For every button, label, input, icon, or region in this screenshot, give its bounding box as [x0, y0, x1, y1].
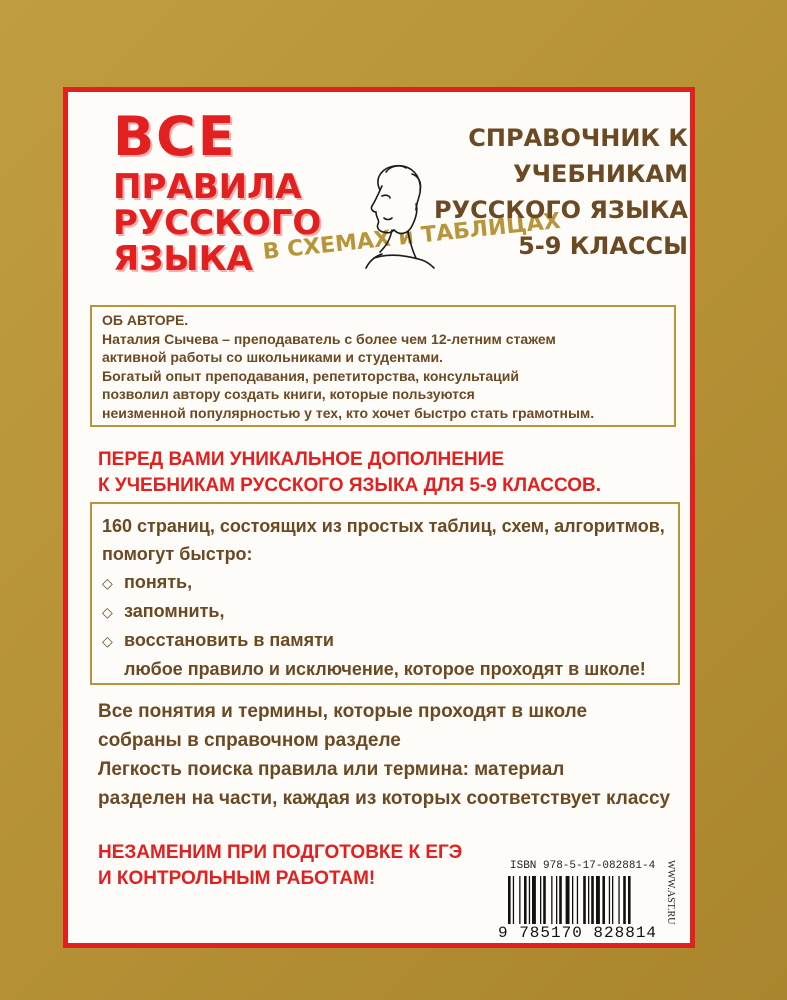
terms-line: собраны в справочном разделе	[98, 730, 401, 751]
unique-line-2: К УЧЕБНИКАМ РУССКОГО ЯЗЫКА ДЛЯ 5-9 КЛАССОВ.	[98, 475, 602, 496]
terms-line: разделен на части, каждая из которых соответствует классу	[98, 788, 671, 809]
features-outro: любое правило и исключение, которое проходят в школе!	[124, 659, 646, 679]
publisher-website: WWW.AST.RU	[665, 860, 676, 925]
unique-line-1: ПЕРЕД ВАМИ УНИКАЛЬНОЕ ДОПОЛНЕНИЕ	[98, 449, 504, 470]
feature-bullet-item: ◇ понять,	[102, 568, 668, 597]
exam-line-1: НЕЗАМЕНИМ ПРИ ПОДГОТОВКЕ К ЕГЭ	[98, 842, 463, 863]
title-line-language: ЯЗЫКА	[113, 239, 253, 279]
diamond-bullet-icon: ◇	[102, 575, 113, 591]
terms-line: Легкость поиска правила или термина: материал	[98, 759, 565, 780]
terms-line: Все понятия и термины, которые проходят в школе	[98, 701, 588, 722]
handbook-line-2: РУССКОГО ЯЗЫКА	[434, 196, 688, 224]
handbook-line-3: 5-9 КЛАССЫ	[518, 232, 688, 260]
title-subtitle: В СХЕМАХ и ТАБЛИЦАХ	[261, 208, 562, 265]
exam-slogan	[98, 840, 518, 892]
handbook-description	[308, 120, 688, 264]
about-author-box	[90, 305, 676, 427]
barcode-digits: 9 785170 828814	[498, 924, 658, 942]
features-box	[90, 502, 680, 685]
terms-description	[98, 697, 678, 813]
isbn-barcode-area	[498, 860, 678, 950]
title-line-all: ВСЕ	[113, 105, 237, 168]
unique-supplement-heading	[98, 447, 678, 499]
about-line: позволил автору создать книги, которые пользуются	[102, 386, 475, 403]
feature-bullet-item: ◇ запомнить,	[102, 597, 668, 626]
title-line-rules: ПРАВИЛА	[113, 167, 302, 207]
features-intro: 160 страниц, состоящих из простых таблиц, схем, алгоритмов,	[102, 516, 665, 536]
about-heading: ОБ АВТОРЕ.	[102, 312, 189, 328]
cover-frame	[63, 87, 695, 948]
barcode-icon	[508, 876, 658, 924]
diamond-bullet-icon: ◇	[102, 633, 113, 649]
about-line: неизменной популярностью у тех, кто хочет быстро стать грамотным.	[102, 404, 595, 421]
feature-bullet-item: ◇ восстановить в памяти	[102, 626, 668, 655]
features-intro: помогут быстро:	[102, 544, 253, 564]
diamond-bullet-icon: ◇	[102, 604, 113, 620]
isbn-number: ISBN 978-5-17-082881-4	[510, 860, 656, 872]
about-line: Богатый опыт преподавания, репетиторства, консультаций	[102, 367, 519, 384]
title-line-russian: РУССКОГО	[113, 203, 322, 243]
about-line: Наталия Сычева – преподаватель с более чем 12-летним стажем	[102, 330, 556, 347]
exam-line-2: И КОНТРОЛЬНЫМ РАБОТАМ!	[98, 868, 376, 889]
about-line: активной работы со школьниками и студентами.	[102, 349, 443, 366]
handbook-line-1: СПРАВОЧНИК К УЧЕБНИКАМ	[468, 124, 688, 188]
